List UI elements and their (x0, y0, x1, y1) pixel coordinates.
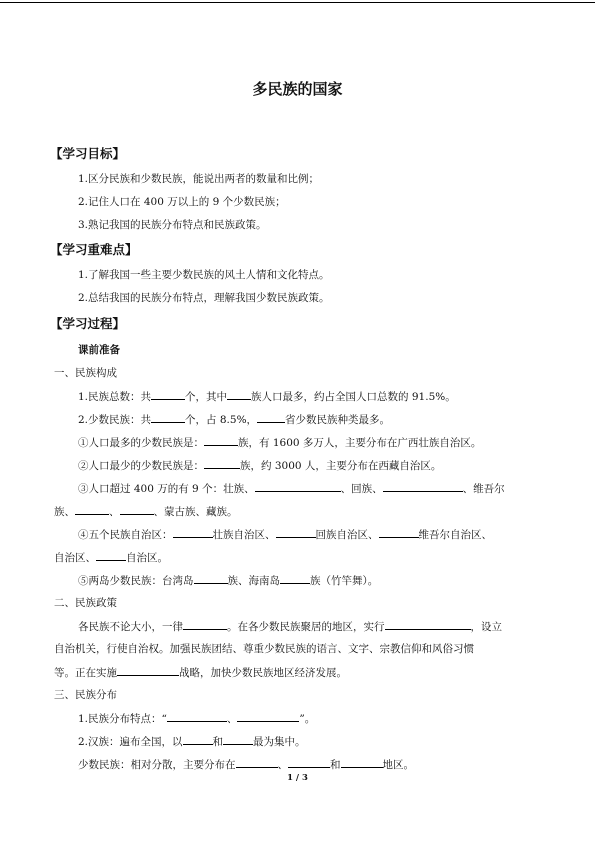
part2-heading: 二、民族政策 (54, 597, 117, 609)
goal-item: 2.记住人口在 400 万以上的 9 个少数民族； (78, 196, 286, 208)
text: 个，占 8.5%， (185, 414, 258, 426)
fill-blank[interactable] (223, 734, 253, 745)
text: 2.汉族：遍布全国，以 (78, 736, 183, 748)
page-title: 多民族的国家 (252, 80, 343, 98)
line-nine-minorities-cont (54, 504, 238, 519)
key-item: 2.总结我国的民族分布特点，理解我国少数民族政策。 (78, 292, 330, 304)
key-item: 1.了解我国一些主要少数民族的风土人情和文化特点。 (78, 269, 330, 281)
text: 。在各少数民族聚居的地区，实行 (227, 621, 385, 633)
text: 、维吾尔 (462, 483, 505, 495)
text: 省少数民族种类最多。 (285, 414, 391, 426)
line-ethnic-total (78, 389, 456, 404)
text: ”。 (299, 713, 316, 725)
line-islands (78, 573, 378, 588)
line-policy-2: 自治机关，行使自治权。加强民族团结、尊重少数民族的语言、文字、宗教信仰和风俗习惯 (54, 643, 474, 655)
text: ②人口最少的少数民族是： (78, 460, 204, 472)
text: ④五个民族自治区： (78, 529, 173, 541)
fill-blank[interactable] (255, 481, 341, 492)
text: 、 (277, 759, 288, 771)
fill-blank[interactable] (167, 711, 227, 722)
text: 族、海南岛 (227, 575, 280, 587)
text: 、 (109, 506, 120, 518)
text: ③人口超过 400 万的有 9 个：壮族、 (78, 483, 255, 495)
fill-blank[interactable] (280, 573, 310, 584)
text: 1.民族总数：共 (78, 391, 152, 403)
line-policy-3 (54, 665, 347, 680)
line-distribution-feature (78, 711, 315, 726)
line-autonomous-regions-cont (54, 550, 168, 565)
process-heading: 【学习过程】 (50, 316, 126, 331)
page-number: 1 / 3 (287, 773, 308, 783)
fill-blank[interactable] (183, 734, 213, 745)
line-smallest-minority (78, 458, 441, 473)
fill-blank[interactable] (379, 527, 419, 538)
fill-blank[interactable] (120, 504, 154, 515)
text: 族（竹竿舞）。 (310, 575, 379, 587)
fill-blank[interactable] (151, 412, 185, 423)
part3-heading: 三、民族分布 (54, 689, 117, 701)
text: 等。正在实施 (54, 667, 117, 679)
fill-blank[interactable] (183, 619, 227, 630)
fill-blank[interactable] (341, 757, 383, 768)
text: 维吾尔自治区、 (418, 529, 492, 541)
text: 族，有 1600 多万人，主要分布在广西壮族自治区。 (238, 437, 482, 449)
text: 1.民族分布特点：“ (78, 713, 167, 725)
fill-blank[interactable] (194, 573, 228, 584)
fill-blank[interactable] (385, 619, 471, 630)
goal-item: 1.区分民族和少数民族，能说出两者的数量和比例； (78, 173, 320, 185)
text: 自治区、 (54, 552, 96, 564)
text: 和 (330, 759, 341, 771)
line-nine-minorities (78, 481, 505, 496)
fill-blank[interactable] (204, 435, 238, 446)
line-autonomous-regions (78, 527, 492, 542)
text: 自治区。 (126, 552, 168, 564)
line-minority (78, 412, 390, 427)
goals-heading: 【学习目标】 (50, 146, 126, 161)
text: 、蒙古族、藏族。 (153, 506, 238, 518)
fill-blank[interactable] (276, 527, 316, 538)
fill-blank[interactable] (227, 389, 251, 400)
fill-blank[interactable] (173, 527, 213, 538)
line-han-distribution (78, 734, 306, 749)
key-heading: 【学习重难点】 (50, 242, 138, 257)
part1-heading: 一、民族构成 (54, 367, 117, 379)
fill-blank[interactable] (75, 504, 109, 515)
text: ⑤两岛少数民族：台湾岛 (78, 575, 194, 587)
line-minority-distribution (78, 757, 414, 772)
text: 地区。 (382, 759, 414, 771)
fill-blank[interactable] (236, 757, 278, 768)
fill-blank[interactable] (288, 757, 330, 768)
fill-blank[interactable] (117, 665, 179, 676)
text: 最为集中。 (253, 736, 306, 748)
text: ，设立 (470, 621, 502, 633)
prep-subheading: 课前准备 (78, 344, 120, 356)
text: 战略，加快少数民族地区经济发展。 (179, 667, 347, 679)
text: 和 (212, 736, 224, 748)
text: 族，约 3000 人，主要分布在西藏自治区。 (240, 460, 442, 472)
text: 个，其中 (185, 391, 228, 403)
text: 族、 (54, 506, 75, 518)
goal-item: 3.熟记我国的民族分布特点和民族政策。 (78, 219, 267, 231)
fill-blank[interactable] (383, 481, 463, 492)
fill-blank[interactable] (204, 458, 240, 469)
text: 回族自治区、 (315, 529, 379, 541)
text: 壮族自治区、 (212, 529, 276, 541)
text: 族人口最多，约占全国人口总数的 91.5%。 (251, 391, 456, 403)
line-policy-1 (78, 619, 502, 634)
top-border-line (0, 2, 595, 3)
fill-blank[interactable] (257, 412, 285, 423)
line-largest-minority (78, 435, 481, 450)
text: 、 (226, 713, 238, 725)
fill-blank[interactable] (151, 389, 185, 400)
text: 少数民族：相对分散，主要分布在 (78, 759, 236, 771)
fill-blank[interactable] (96, 550, 126, 561)
text: ①人口最多的少数民族是： (78, 437, 204, 449)
fill-blank[interactable] (237, 711, 299, 722)
text: 2.少数民族：共 (78, 414, 152, 426)
text: 、回族、 (340, 483, 383, 495)
text: 各民族不论大小，一律 (78, 621, 183, 633)
